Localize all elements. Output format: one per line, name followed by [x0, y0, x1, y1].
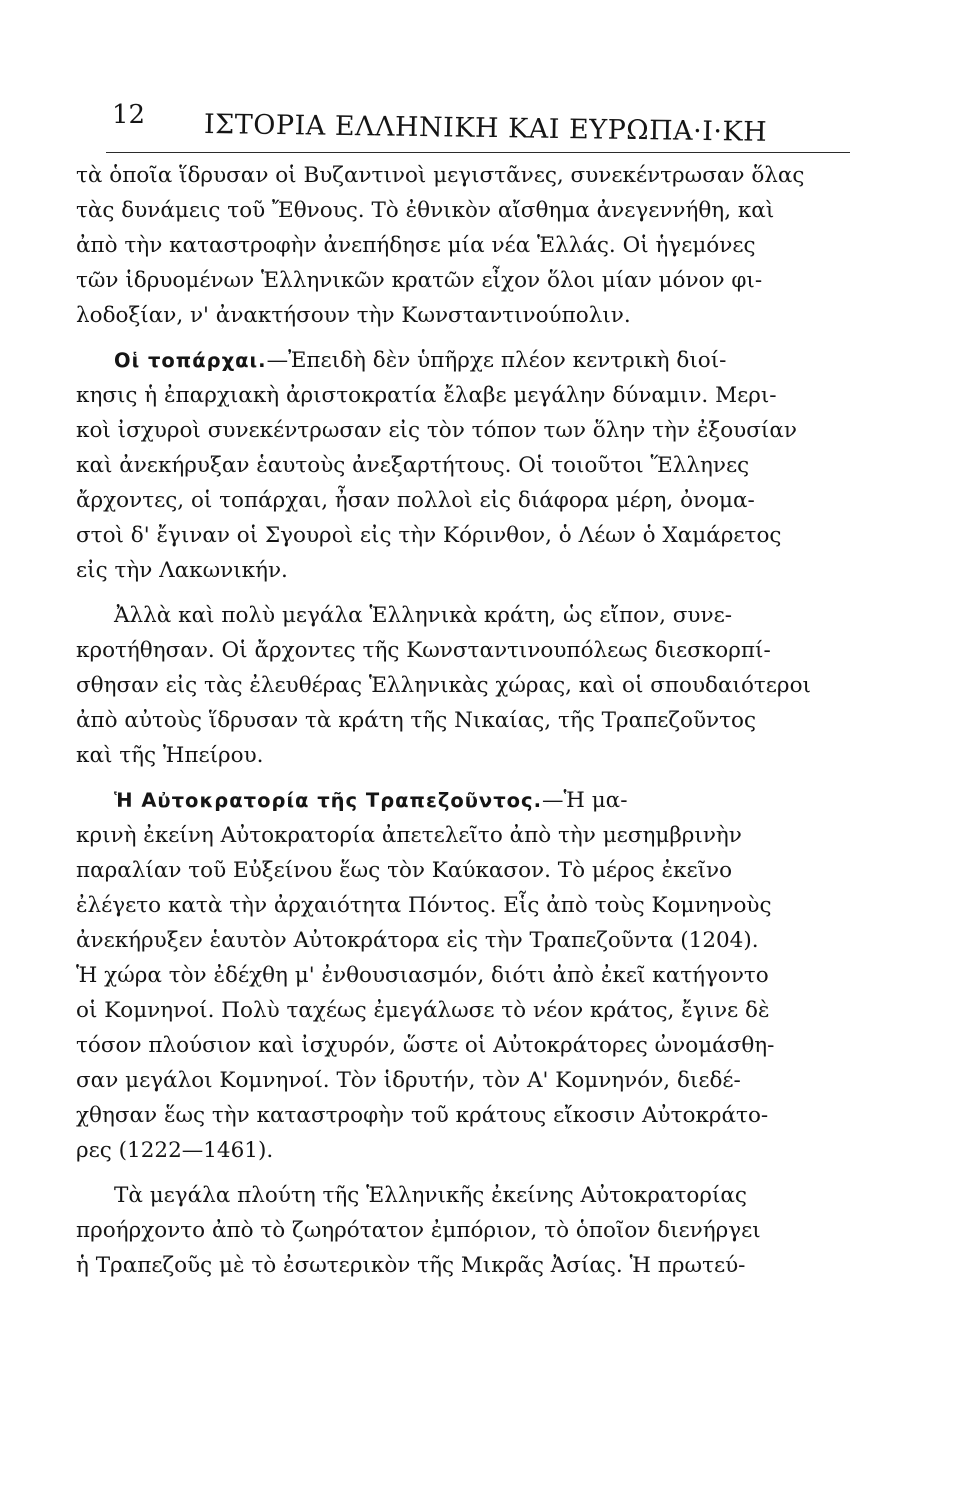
- section-heading-toparchs: Οἱ τοπάρχαι.: [114, 349, 267, 372]
- text-line: παραλίαν τοῦ Εὐξείνου ἕως τὸν Καύκασον. Τὸ μέρος ἐκεῖνο: [76, 858, 733, 883]
- text-line: σθησαν εἰς τὰς ἐλευθέρας Ἑλληνικὰς χώρας, καὶ οἱ σπουδαιότεροι: [76, 673, 811, 698]
- text-line: ἄρχοντες, οἱ τοπάρχαι, ἦσαν πολλοὶ εἰς διάφορα μέρη, ὀνομα-: [76, 488, 755, 513]
- text-line: οἱ Κομνηνοί. Πολὺ ταχέως ἐμεγάλωσε τὸ νέον κράτος, ἔγινε δὲ: [76, 998, 770, 1023]
- text-line: ἐλέγετο κατὰ τὴν ἀρχαιότητα Πόντος. Εἷς ἀπὸ τοὺς Κομνηνοὺς: [76, 893, 772, 918]
- paragraph-trebizond-first-line: [76, 783, 818, 818]
- running-title: ΙΣΤΟΡΙΑ ΕΛΛΗΝΙΚΗ ΚΑΙ ΕΥΡΩΠΑ·Ι·ΚΗ: [203, 109, 768, 148]
- text-line: ἡ Τραπεζοῦς μὲ τὸ ἐσωτερικὸν τῆς Μικρᾶς Ἀσίας. Ἡ πρωτεύ-: [76, 1253, 746, 1278]
- text-line: καὶ ἀνεκήρυξαν ἑαυτοὺς ἀνεξαρτήτους. Οἱ τοιοῦτοι Ἕλληνες: [76, 453, 750, 478]
- text-line: προήρχοντο ἀπὸ τὸ ζωηρότατον ἐμπόριον, τὸ ὁποῖον διενήργει: [76, 1218, 761, 1243]
- text-line: Ἡ χώρα τὸν ἐδέχθη μ' ἐνθουσιασμόν, διότι ἀπὸ ἐκεῖ κατήγοντο: [76, 963, 769, 988]
- text-line: σαν μεγάλοι Κομνηνοί. Τὸν ἱδρυτήν, τὸν Α' Κομνηνόν, διεδέ-: [76, 1068, 741, 1093]
- text-line: ἀπὸ τὴν καταστροφὴν ἀνεπήδησε μία νέα Ἑλλάς. Οἱ ἡγεμόνες: [76, 233, 756, 258]
- text-line: ἀνεκήρυξεν ἑαυτὸν Αὐτοκράτορα εἰς τὴν Τραπεζοῦντα (1204).: [76, 928, 759, 953]
- text-line: εἰς τὴν Λακωνικήν.: [76, 558, 288, 583]
- text-run: —Ἐπειδὴ δὲν ὑπῆρχε πλέον κεντρικὴ διοί-: [266, 348, 727, 373]
- section-heading-trebizond: Ἡ Αὐτοκρατορία τῆς Τραπεζοῦντος.: [114, 789, 543, 812]
- text-line: ρες (1222—1461).: [76, 1138, 274, 1163]
- text-line: τῶν ἱδρυομένων Ἑλληνικῶν κρατῶν εἶχον ὅλοι μίαν μόνον φι-: [76, 268, 763, 293]
- text-run: —Ἡ μα-: [542, 788, 628, 813]
- text-line: κησις ἡ ἐπαρχιακὴ ἀριστοκρατία ἔλαβε μεγάλην δύναμιν. Μερι-: [76, 383, 777, 408]
- text-line: τὰς δυνάμεις τοῦ Ἔθνους. Τὸ ἐθνικὸν αἴσθημα ἀνεγεννήθη, καὶ: [76, 198, 775, 223]
- body-text: [76, 158, 818, 1283]
- page-number: 12: [112, 100, 146, 130]
- text-line: κροτήθησαν. Οἱ ἄρχοντες τῆς Κωνσταντινουπόλεως διεσκορπί-: [76, 638, 771, 663]
- text-line: Ἀλλὰ καὶ πολὺ μεγάλα Ἑλληνικὰ κράτη, ὡς εἴπον, συνε-: [114, 603, 732, 628]
- text-line: κοὶ ἰσχυροὶ συνεκέντρωσαν εἰς τὸν τόπον των ὅλην τὴν ἐξουσίαν: [76, 418, 797, 443]
- text-line: Τὰ μεγάλα πλούτη τῆς Ἑλληνικῆς ἐκείνης Αὐτοκρατορίας: [114, 1183, 747, 1208]
- text-line: τόσον πλούσιον καὶ ἰσχυρόν, ὥστε οἱ Αὐτοκράτορες ὠνομάσθη-: [76, 1033, 775, 1058]
- text-line: καὶ τῆς Ἠπείρου.: [76, 743, 264, 768]
- text-line: χθησαν ἕως τὴν καταστροφὴν τοῦ κράτους εἴκοσιν Αὐτοκράτο-: [76, 1103, 769, 1128]
- text-line: κρινὴ ἐκείνη Αὐτοκρατορία ἀπετελεῖτο ἀπὸ τὴν μεσημβρινὴν: [76, 823, 742, 848]
- text-line: ἀπὸ αὐτοὺς ἵδρυσαν τὰ κράτη τῆς Νικαίας, τῆς Τραπεζοῦντος: [76, 708, 756, 733]
- text-line: τὰ ὁποῖα ἵδρυσαν οἱ Βυζαντινοὶ μεγιστᾶνες, συνεκέντρωσαν ὅλας: [76, 163, 805, 188]
- page-header: [106, 92, 850, 153]
- paragraph-toparchs-first-line: [76, 343, 818, 378]
- text-line: λοδοξίαν, ν' ἀνακτήσουν τὴν Κωνσταντινούπολιν.: [76, 303, 631, 328]
- text-line: στοὶ δ' ἔγιναν οἱ Σγουροὶ εἰς τὴν Κόρινθον, ὁ Λέων ὁ Χαμάρετος: [76, 523, 782, 548]
